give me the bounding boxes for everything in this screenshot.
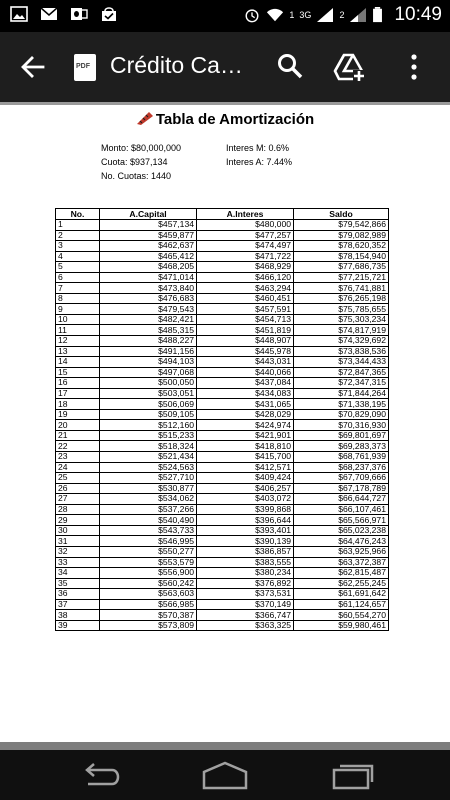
cell-interes: $428,029 [197,409,294,420]
document-viewer[interactable] [0,102,450,750]
cell-interes: $480,000 [197,220,294,231]
cell-capital: $491,156 [100,346,197,357]
cell-capital: $556,900 [100,568,197,579]
cell-no: 22 [56,441,100,452]
cell-capital: $485,315 [100,325,197,336]
cell-capital: $515,233 [100,430,197,441]
cell-no: 2 [56,230,100,241]
recent-apps-icon[interactable] [328,760,378,790]
cell-no: 11 [56,325,100,336]
signal-icon [349,7,367,23]
cell-no: 24 [56,462,100,473]
table-row [56,546,389,557]
cell-capital: $476,683 [100,293,197,304]
cell-saldo: $61,124,657 [294,599,389,610]
cell-capital: $534,062 [100,494,197,505]
cell-no: 35 [56,578,100,589]
cell-capital: $488,227 [100,336,197,347]
cell-no: 33 [56,557,100,568]
pdf-page [0,102,450,742]
cell-interes: $448,907 [197,336,294,347]
image-icon [10,6,28,22]
cell-capital: $494,103 [100,357,197,368]
monto-text: Monto: $80,000,000 [101,143,182,153]
cell-capital: $473,840 [100,283,197,294]
table-row [56,220,389,231]
table-header-row [56,209,389,220]
cell-interes: $424,974 [197,420,294,431]
document-title: Crédito Ca… [110,52,243,78]
battery-icon [372,7,383,23]
cell-no: 16 [56,378,100,389]
cell-no: 13 [56,346,100,357]
cell-capital: $459,877 [100,230,197,241]
cell-interes: $380,234 [197,568,294,579]
cell-interes: $445,978 [197,346,294,357]
table-row [56,462,389,473]
cell-saldo: $67,178,789 [294,483,389,494]
cell-saldo: $70,316,930 [294,420,389,431]
cell-capital: $566,985 [100,599,197,610]
add-to-drive-icon[interactable] [333,52,365,82]
cell-capital: $465,412 [100,251,197,262]
cell-interes: $418,810 [197,441,294,452]
cell-no: 31 [56,536,100,547]
cell-interes: $443,031 [197,357,294,368]
cell-no: 29 [56,515,100,526]
ruler-icon [136,110,154,126]
table-row [56,230,389,241]
cell-saldo: $78,620,352 [294,241,389,252]
wifi-icon [266,7,284,23]
cell-interes: $431,065 [197,399,294,410]
cell-saldo: $79,082,989 [294,230,389,241]
table-row [56,314,389,325]
cell-saldo: $72,847,365 [294,367,389,378]
table-row [56,525,389,536]
cell-capital: $518,324 [100,441,197,452]
table-row [56,494,389,505]
cell-no: 8 [56,293,100,304]
table-row [56,568,389,579]
mail-icon [40,6,58,22]
col-header-capital: A.Capital [100,209,197,220]
cell-interes: $451,819 [197,325,294,336]
cell-saldo: $66,644,727 [294,494,389,505]
cell-no: 23 [56,452,100,463]
table-row [56,241,389,252]
cell-capital: $573,809 [100,620,197,631]
cell-saldo: $65,023,238 [294,525,389,536]
cell-interes: $403,072 [197,494,294,505]
table-row [56,409,389,420]
cell-no: 14 [56,357,100,368]
cell-saldo: $62,815,487 [294,568,389,579]
cell-interes: $477,257 [197,230,294,241]
cell-no: 3 [56,241,100,252]
cell-saldo: $70,829,090 [294,409,389,420]
cell-capital: $500,050 [100,378,197,389]
table-row [56,420,389,431]
table-row [56,430,389,441]
cell-capital: $537,266 [100,504,197,515]
cell-capital: $482,421 [100,314,197,325]
cell-capital: $509,105 [100,409,197,420]
cell-capital: $553,579 [100,557,197,568]
cell-no: 12 [56,336,100,347]
cell-saldo: $63,925,966 [294,546,389,557]
cell-capital: $457,134 [100,220,197,231]
loan-info-right [226,141,292,169]
cell-saldo: $76,265,198 [294,293,389,304]
home-nav-icon[interactable] [200,760,250,790]
cell-saldo: $74,329,692 [294,336,389,347]
cell-interes: $406,257 [197,483,294,494]
cell-interes: $474,497 [197,241,294,252]
alarm-icon [243,7,261,23]
back-arrow-icon[interactable] [18,52,48,82]
cell-saldo: $65,566,971 [294,515,389,526]
table-row [56,283,389,294]
cell-interes: $466,120 [197,272,294,283]
cuota-text: Cuota: $937,134 [101,157,168,167]
cell-interes: $468,929 [197,262,294,273]
app-bar [0,32,450,102]
cell-saldo: $62,255,245 [294,578,389,589]
outlook-icon [70,6,88,22]
sim1-label: 1 [289,10,295,20]
cell-capital: $530,877 [100,483,197,494]
cell-no: 6 [56,272,100,283]
amortization-table [55,208,389,631]
interes-m-text: Interes M: 0.6% [226,143,290,153]
table-row [56,325,389,336]
table-row [56,441,389,452]
cell-saldo: $59,980,461 [294,620,389,631]
table-row [56,293,389,304]
cell-saldo: $77,215,721 [294,272,389,283]
cell-interes: $421,901 [197,430,294,441]
cell-interes: $457,591 [197,304,294,315]
cell-interes: $399,868 [197,504,294,515]
pdf-file-icon [74,54,96,81]
search-icon[interactable] [276,52,304,80]
cell-saldo: $75,303,234 [294,314,389,325]
cell-no: 10 [56,314,100,325]
cell-saldo: $77,686,735 [294,262,389,273]
cell-interes: $390,139 [197,536,294,547]
cell-saldo: $60,554,270 [294,610,389,621]
cell-capital: $563,603 [100,589,197,600]
cell-capital: $479,543 [100,304,197,315]
cell-saldo: $79,542,866 [294,220,389,231]
table-row [56,452,389,463]
table-row [56,336,389,347]
cell-capital: $560,242 [100,578,197,589]
cell-saldo: $73,344,433 [294,357,389,368]
cell-interes: $373,531 [197,589,294,600]
cell-no: 21 [56,430,100,441]
cell-saldo: $73,838,536 [294,346,389,357]
cell-no: 7 [56,283,100,294]
more-options-icon[interactable] [404,52,424,82]
cell-saldo: $74,817,919 [294,325,389,336]
cell-interes: $437,084 [197,378,294,389]
table-row [56,399,389,410]
cell-no: 26 [56,483,100,494]
cell-no: 20 [56,420,100,431]
cell-no: 1 [56,220,100,231]
network-type-label: 3G [299,10,312,20]
cell-saldo: $68,761,939 [294,452,389,463]
cell-capital: $506,069 [100,399,197,410]
cell-interes: $415,700 [197,452,294,463]
cell-saldo: $66,107,461 [294,504,389,515]
cell-capital: $527,710 [100,473,197,484]
cell-no: 34 [56,568,100,579]
table-row [56,620,389,631]
cell-saldo: $69,801,697 [294,430,389,441]
table-body [56,220,389,631]
cell-interes: $376,892 [197,578,294,589]
page-top-edge [0,102,450,105]
table-row [56,599,389,610]
table-row [56,589,389,600]
sim2-label: 2 [339,10,345,20]
cell-no: 27 [56,494,100,505]
cell-no: 39 [56,620,100,631]
signal-icon [316,7,334,23]
interes-a-text: Interes A: 7.44% [226,157,293,167]
cell-capital: $550,277 [100,546,197,557]
cell-capital: $503,051 [100,388,197,399]
cell-saldo: $68,237,376 [294,462,389,473]
cell-saldo: $76,741,881 [294,283,389,294]
cell-no: 18 [56,399,100,410]
cell-no: 32 [56,546,100,557]
table-row [56,515,389,526]
col-header-saldo: Saldo [294,209,389,220]
cell-no: 17 [56,388,100,399]
cell-capital: $546,995 [100,536,197,547]
cell-capital: $471,014 [100,272,197,283]
cell-no: 9 [56,304,100,315]
table-row [56,251,389,262]
system-icons [243,4,442,26]
cell-saldo: $63,372,387 [294,557,389,568]
cell-interes: $412,571 [197,462,294,473]
table-row [56,578,389,589]
cell-capital: $462,637 [100,241,197,252]
cell-interes: $393,401 [197,525,294,536]
cell-saldo: $67,709,666 [294,473,389,484]
table-row [56,483,389,494]
table-heading [0,110,450,128]
cell-interes: $396,644 [197,515,294,526]
cell-saldo: $71,844,264 [294,388,389,399]
cell-interes: $409,424 [197,473,294,484]
cell-no: 28 [56,504,100,515]
cell-interes: $440,066 [197,367,294,378]
notification-icons [10,6,118,22]
table-row [56,378,389,389]
cell-interes: $383,555 [197,557,294,568]
bag-icon [100,6,118,22]
col-header-no: No. [56,209,100,220]
cell-saldo: $61,691,642 [294,589,389,600]
table-row [56,610,389,621]
cell-no: 36 [56,589,100,600]
table-row [56,367,389,378]
back-nav-icon[interactable] [74,760,124,790]
cell-capital: $512,160 [100,420,197,431]
cell-saldo: $75,785,655 [294,304,389,315]
cell-saldo: $69,283,373 [294,441,389,452]
cell-saldo: $64,476,243 [294,536,389,547]
cell-saldo: $72,347,315 [294,378,389,389]
cell-capital: $521,434 [100,452,197,463]
cell-no: 25 [56,473,100,484]
navigation-bar [0,750,450,800]
table-title: Tabla de Amortización [155,111,315,128]
cell-capital: $570,387 [100,610,197,621]
cell-no: 37 [56,599,100,610]
cell-no: 4 [56,251,100,262]
clock: 10:49 [394,4,442,25]
cell-capital: $497,068 [100,367,197,378]
table-row [56,357,389,368]
table-row [56,346,389,357]
cell-capital: $524,563 [100,462,197,473]
cell-capital: $468,205 [100,262,197,273]
cell-interes: $370,149 [197,599,294,610]
table-row [56,262,389,273]
cell-interes: $434,083 [197,388,294,399]
cell-interes: $454,713 [197,314,294,325]
status-bar [0,0,450,32]
cell-no: 30 [56,525,100,536]
col-header-interes: A.Interes [197,209,294,220]
cell-interes: $366,747 [197,610,294,621]
cell-interes: $460,451 [197,293,294,304]
table-row [56,557,389,568]
no-cuotas-text: No. Cuotas: 1440 [101,171,172,181]
pdf-label: PDF [76,63,90,70]
table-row [56,536,389,547]
cell-no: 38 [56,610,100,621]
cell-interes: $363,325 [197,620,294,631]
cell-interes: $386,857 [197,546,294,557]
cell-saldo: $71,338,195 [294,399,389,410]
cell-saldo: $78,154,940 [294,251,389,262]
table-row [56,504,389,515]
loan-info-left [101,141,181,183]
table-row [56,388,389,399]
cell-no: 19 [56,409,100,420]
cell-no: 5 [56,262,100,273]
cell-no: 15 [56,367,100,378]
table-row [56,272,389,283]
table-row [56,473,389,484]
table-row [56,304,389,315]
cell-capital: $543,733 [100,525,197,536]
cell-interes: $471,722 [197,251,294,262]
cell-capital: $540,490 [100,515,197,526]
cell-interes: $463,294 [197,283,294,294]
